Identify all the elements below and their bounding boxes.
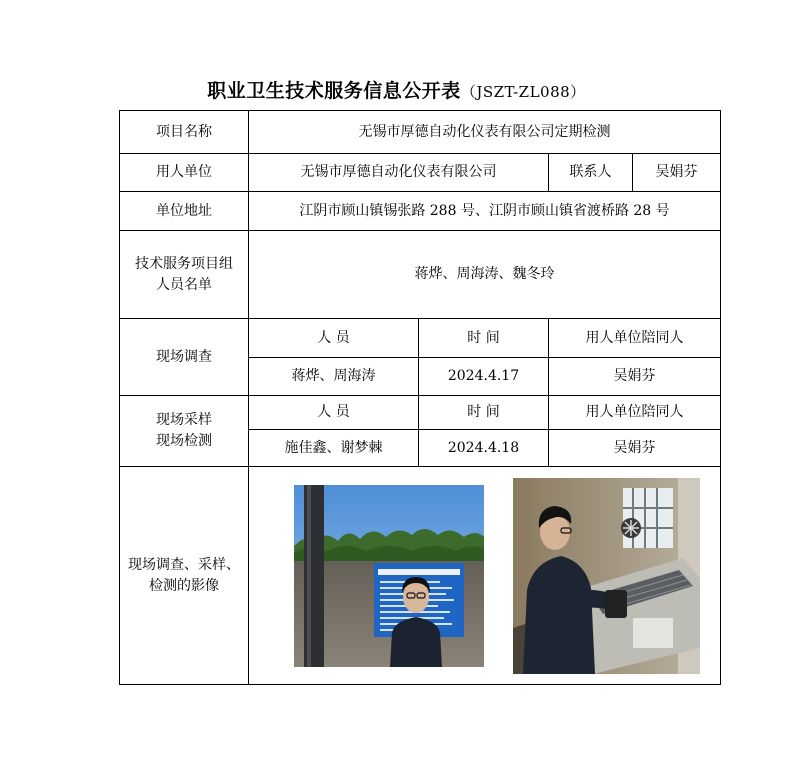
survey-escort: 吴娟芬 <box>549 358 721 396</box>
survey-label: 现场调查 <box>120 319 249 396</box>
sampling-col-personnel: 人 员 <box>249 396 419 430</box>
row-project <box>120 111 721 154</box>
row-sampling-header <box>120 396 721 430</box>
title-text: 职业卫生技术服务信息公开表 <box>207 80 461 102</box>
page-title <box>0 76 793 103</box>
contact-value: 吴娟芬 <box>633 154 721 192</box>
row-address <box>120 192 721 231</box>
form-code: （JSZT-ZL088） <box>460 83 586 101</box>
row-survey-header <box>120 319 721 358</box>
sampling-label-line2: 现场检测 <box>156 433 212 449</box>
employer-label: 用人单位 <box>120 154 249 192</box>
address-value: 江阴市顾山镇锡张路 288 号、江阴市顾山镇省渡桥路 28 号 <box>249 192 721 231</box>
sampling-label <box>120 396 249 467</box>
team-label <box>120 231 249 319</box>
team-value: 蒋烨、周海涛、魏冬玲 <box>249 231 721 319</box>
survey-col-escort: 用人单位陪同人 <box>549 319 721 358</box>
survey-time: 2024.4.17 <box>419 358 549 396</box>
team-label-line2: 人员名单 <box>156 276 212 293</box>
project-value: 无锡市厚德自动化仪表有限公司定期检测 <box>249 111 721 154</box>
images-label <box>120 467 249 685</box>
sampling-col-escort: 用人单位陪同人 <box>549 396 721 430</box>
employer-value: 无锡市厚德自动化仪表有限公司 <box>249 154 549 192</box>
info-table <box>119 110 721 685</box>
images-cell <box>249 467 721 685</box>
sampling-escort: 吴娟芬 <box>549 430 721 467</box>
site-sampling-photo <box>513 478 700 674</box>
sampling-time: 2024.4.18 <box>419 430 549 467</box>
survey-col-personnel: 人 员 <box>249 319 419 358</box>
address-label: 单位地址 <box>120 192 249 231</box>
survey-col-time: 时 间 <box>419 319 549 358</box>
survey-personnel: 蒋烨、周海涛 <box>249 358 419 396</box>
project-label: 项目名称 <box>120 111 249 154</box>
contact-label: 联系人 <box>549 154 633 192</box>
row-employer <box>120 154 721 192</box>
sampling-label-line1: 现场采样 <box>156 412 212 428</box>
sampling-personnel: 施佳鑫、谢梦棘 <box>249 430 419 467</box>
photo-gallery <box>249 478 720 674</box>
team-label-line1: 技术服务项目组 <box>135 255 233 272</box>
row-team <box>120 231 721 319</box>
site-survey-photo <box>294 485 484 667</box>
images-label-line2: 检测的影像 <box>149 577 219 594</box>
row-images <box>120 467 721 685</box>
images-label-line1: 现场调查、采样、 <box>128 556 240 573</box>
sampling-col-time: 时 间 <box>419 396 549 430</box>
